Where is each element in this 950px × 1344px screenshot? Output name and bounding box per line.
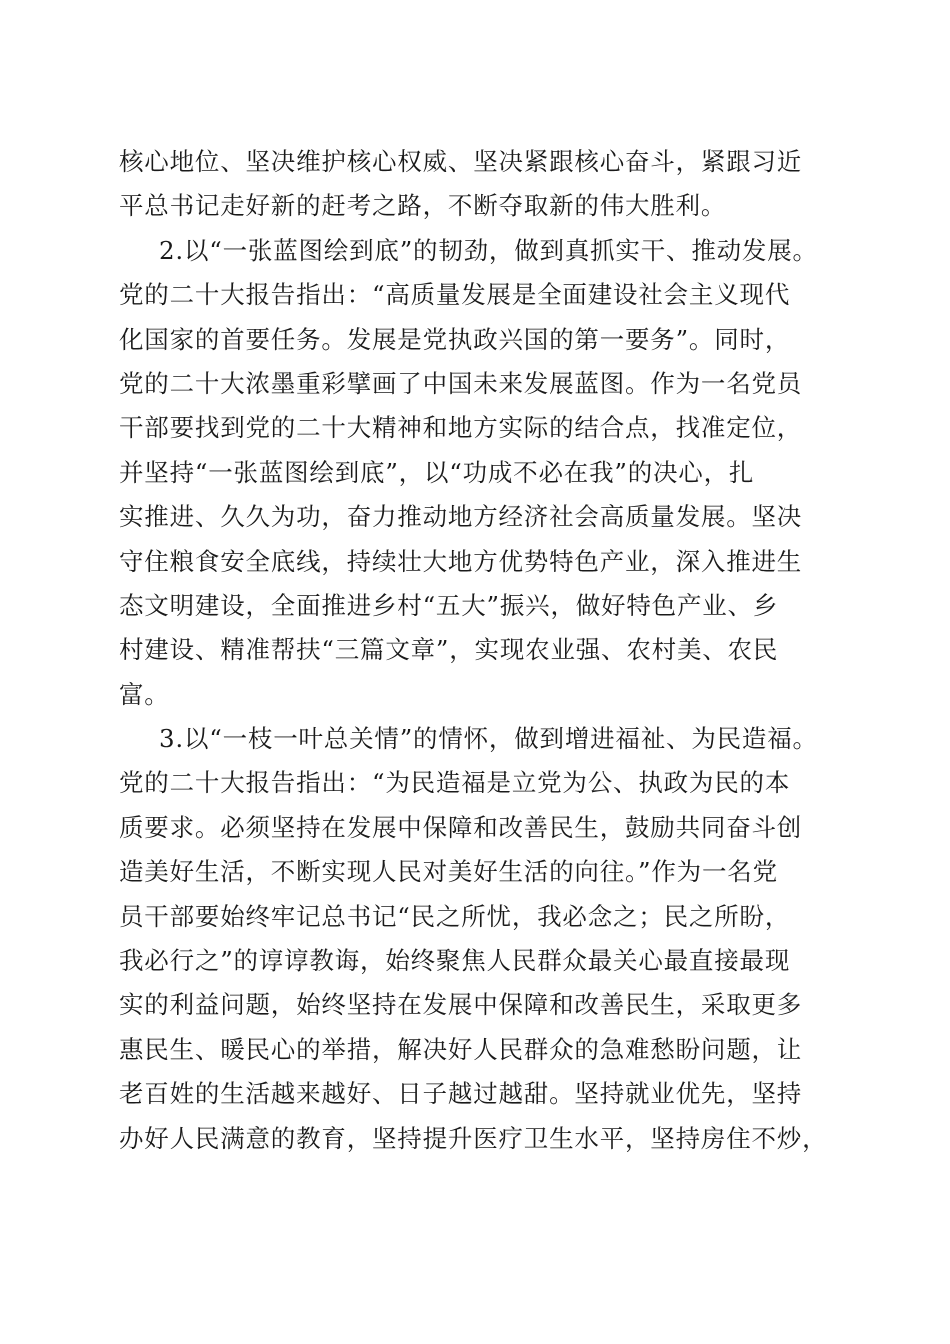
text-line: 并坚持“一张蓝图绘到底”，以“功成不必在我”的决心，扎 [119,457,755,487]
text-line: 实的利益问题，始终坚持在发展中保障和改善民生，采取更多 [119,990,803,1020]
text-line: 我必行之”的谆谆教诲，始终聚焦人民群众最关心最直接最现 [119,946,791,976]
text-line: 村建设、精准帮扶“三篇文章”，实现农业强、农村美、农民 [119,635,779,665]
text-line: 员干部要始终牢记总书记“民之所忧，我必念之；民之所盼， [119,901,791,931]
text-line: 态文明建设，全面推进乡村“五大”振兴，做好特色产业、乡 [119,590,779,620]
text-line: 干部要找到党的二十大精神和地方实际的结合点，找准定位， [119,413,803,443]
document-body-text [119,140,849,1161]
text-line: 核心地位、坚决维护核心权威、坚决紧跟核心奋斗，紧跟习近 [119,147,803,176]
text-line: 党的二十大报告指出：“为民造福是立党为公、执政为民的本 [119,768,791,798]
section-heading-line: 3.以“一枝一叶总关情”的情怀，做到增进福祉、为民造福。 [159,724,818,754]
section-heading-line: 2.以“一张蓝图绘到底”的韧劲，做到真抓实干、推动发展。 [159,235,818,265]
text-line: 惠民生、暖民心的举措，解决好人民群众的急难愁盼问题，让 [119,1034,803,1064]
text-line: 办好人民满意的教育，坚持提升医疗卫生水平，坚持房住不炒， [119,1123,828,1153]
text-line: 老百姓的生活越来越好、日子越过越甜。坚持就业优先，坚持 [119,1079,803,1109]
text-line: 实推进、久久为功，奋力推动地方经济社会高质量发展。坚决 [119,502,803,532]
text-line: 化国家的首要任务。发展是党执政兴国的第一要务”。同时， [119,324,791,354]
text-line: 富。 [119,679,170,709]
text-line: 党的二十大浓墨重彩擘画了中国未来发展蓝图。作为一名党员 [119,368,803,398]
text-line: 平总书记走好新的赶考之路，不断夺取新的伟大胜利。 [119,191,727,221]
text-line: 质要求。必须坚持在发展中保障和改善民生，鼓励共同奋斗创 [119,812,803,842]
text-line: 造美好生活，不断实现人民对美好生活的向往。”作为一名党 [119,857,778,887]
text-line: 党的二十大报告指出：“高质量发展是全面建设社会主义现代 [119,280,791,310]
text-line: 守住粮食安全底线，持续壮大地方优势特色产业，深入推进生 [119,546,803,576]
